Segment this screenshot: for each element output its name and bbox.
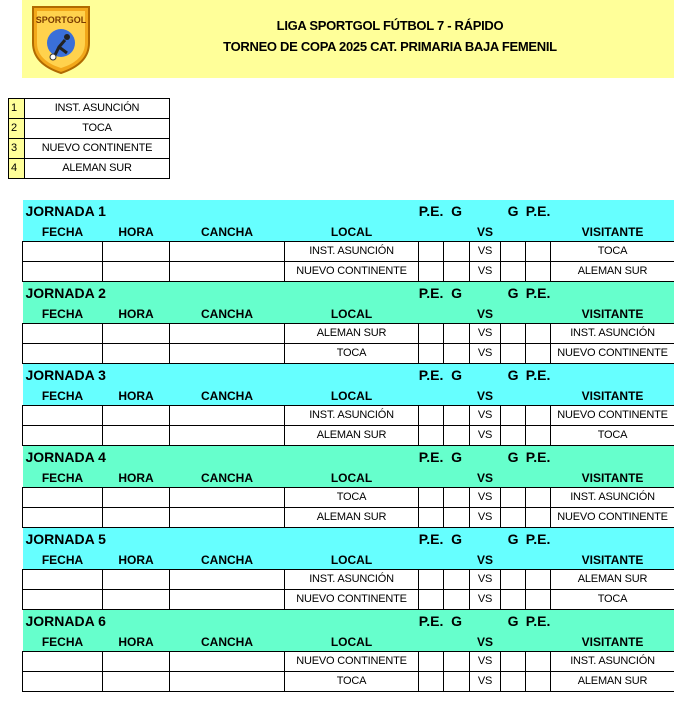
team-name: INST. ASUNCIÓN bbox=[25, 99, 170, 119]
match-row bbox=[23, 570, 674, 590]
pe-label: P.E. bbox=[419, 364, 444, 388]
visitante-header: VISITANTE bbox=[551, 551, 674, 570]
visitor-pe-cell[interactable] bbox=[526, 508, 551, 528]
cancha-cell[interactable] bbox=[170, 344, 285, 364]
visitor-pe-cell[interactable] bbox=[526, 242, 551, 262]
visitor-team: TOCA bbox=[551, 242, 674, 262]
team-name: NUEVO CONTINENTE bbox=[25, 139, 170, 159]
visitor-pe-cell[interactable] bbox=[526, 324, 551, 344]
vs-label: VS bbox=[470, 508, 501, 528]
hora-header: HORA bbox=[103, 633, 170, 652]
visitor-goals-cell[interactable] bbox=[501, 672, 526, 692]
fecha-cell[interactable] bbox=[23, 426, 103, 446]
sportgol-logo bbox=[27, 3, 95, 75]
vs-label: VS bbox=[470, 406, 501, 426]
pe-label: P.E. bbox=[526, 528, 551, 552]
hora-cell[interactable] bbox=[103, 324, 170, 344]
hora-cell[interactable] bbox=[103, 488, 170, 508]
cancha-header: CANCHA bbox=[170, 469, 285, 488]
visitor-goals-cell[interactable] bbox=[501, 426, 526, 446]
hora-cell[interactable] bbox=[103, 344, 170, 364]
pe-label: P.E. bbox=[419, 610, 444, 634]
local-team: INST. ASUNCIÓN bbox=[285, 242, 419, 262]
local-goals-cell[interactable] bbox=[444, 652, 470, 672]
local-header: LOCAL bbox=[285, 551, 419, 570]
column-header-row bbox=[23, 469, 674, 488]
local-header: LOCAL bbox=[285, 223, 419, 242]
jornada-title: JORNADA 3 bbox=[23, 364, 419, 388]
visitor-team: TOCA bbox=[551, 426, 674, 446]
team-number: 1 bbox=[9, 99, 25, 119]
visitor-goals-cell[interactable] bbox=[501, 406, 526, 426]
fecha-cell[interactable] bbox=[23, 590, 103, 610]
hora-cell[interactable] bbox=[103, 262, 170, 282]
visitor-team: INST. ASUNCIÓN bbox=[551, 488, 674, 508]
g-label: G bbox=[444, 282, 470, 306]
local-header: LOCAL bbox=[285, 305, 419, 324]
local-goals-cell[interactable] bbox=[444, 488, 470, 508]
visitor-pe-cell[interactable] bbox=[526, 672, 551, 692]
local-team: TOCA bbox=[285, 488, 419, 508]
jornada-header bbox=[23, 364, 674, 388]
jornada-title: JORNADA 1 bbox=[23, 200, 419, 223]
vs-header: VS bbox=[470, 305, 501, 324]
visitor-goals-cell[interactable] bbox=[501, 570, 526, 590]
cancha-header: CANCHA bbox=[170, 305, 285, 324]
match-row bbox=[23, 652, 674, 672]
match-row bbox=[23, 242, 674, 262]
local-pe-cell[interactable] bbox=[419, 590, 444, 610]
local-goals-cell[interactable] bbox=[444, 570, 470, 590]
local-team: TOCA bbox=[285, 344, 419, 364]
visitor-pe-cell[interactable] bbox=[526, 590, 551, 610]
visitor-pe-cell[interactable] bbox=[526, 262, 551, 282]
cancha-header: CANCHA bbox=[170, 551, 285, 570]
visitor-goals-cell[interactable] bbox=[501, 344, 526, 364]
visitante-header: VISITANTE bbox=[551, 469, 674, 488]
visitante-header: VISITANTE bbox=[551, 633, 674, 652]
fecha-cell[interactable] bbox=[23, 262, 103, 282]
local-team: ALEMAN SUR bbox=[285, 508, 419, 528]
visitor-pe-cell[interactable] bbox=[526, 652, 551, 672]
local-goals-cell[interactable] bbox=[444, 242, 470, 262]
fecha-cell[interactable] bbox=[23, 242, 103, 262]
g-label: G bbox=[444, 528, 470, 552]
fecha-header: FECHA bbox=[23, 469, 103, 488]
visitor-pe-cell[interactable] bbox=[526, 570, 551, 590]
hora-header: HORA bbox=[103, 469, 170, 488]
vs-label: VS bbox=[470, 262, 501, 282]
vs-label: VS bbox=[470, 652, 501, 672]
local-goals-cell[interactable] bbox=[444, 324, 470, 344]
team-number: 4 bbox=[9, 159, 25, 179]
jornada-title: JORNADA 2 bbox=[23, 282, 419, 306]
fecha-header: FECHA bbox=[23, 223, 103, 242]
local-goals-cell[interactable] bbox=[444, 344, 470, 364]
local-pe-cell[interactable] bbox=[419, 508, 444, 528]
g-label: G bbox=[444, 446, 470, 470]
column-header-row bbox=[23, 551, 674, 570]
jornada-header bbox=[23, 528, 674, 552]
visitor-team: ALEMAN SUR bbox=[551, 672, 674, 692]
jornada-title: JORNADA 4 bbox=[23, 446, 419, 470]
g-label: G bbox=[501, 446, 526, 470]
match-row bbox=[23, 324, 674, 344]
vs-header: VS bbox=[470, 551, 501, 570]
visitor-goals-cell[interactable] bbox=[501, 262, 526, 282]
local-pe-cell[interactable] bbox=[419, 570, 444, 590]
visitor-goals-cell[interactable] bbox=[501, 488, 526, 508]
hora-cell[interactable] bbox=[103, 406, 170, 426]
visitor-pe-cell[interactable] bbox=[526, 406, 551, 426]
local-pe-cell[interactable] bbox=[419, 652, 444, 672]
team-row bbox=[9, 139, 170, 159]
visitor-pe-cell[interactable] bbox=[526, 488, 551, 508]
visitor-team: NUEVO CONTINENTE bbox=[551, 406, 674, 426]
vs-header: VS bbox=[470, 223, 501, 242]
vs-label: VS bbox=[470, 672, 501, 692]
cancha-cell[interactable] bbox=[170, 590, 285, 610]
local-goals-cell[interactable] bbox=[444, 262, 470, 282]
team-row bbox=[9, 119, 170, 139]
g-label: G bbox=[444, 364, 470, 388]
fecha-header: FECHA bbox=[23, 551, 103, 570]
vs-label: VS bbox=[470, 324, 501, 344]
jornada-title: JORNADA 5 bbox=[23, 528, 419, 552]
visitor-pe-cell[interactable] bbox=[526, 426, 551, 446]
local-team: TOCA bbox=[285, 672, 419, 692]
local-goals-cell[interactable] bbox=[444, 590, 470, 610]
visitor-team: ALEMAN SUR bbox=[551, 262, 674, 282]
match-row bbox=[23, 590, 674, 610]
visitante-header: VISITANTE bbox=[551, 387, 674, 406]
fecha-cell[interactable] bbox=[23, 324, 103, 344]
vs-label: VS bbox=[470, 590, 501, 610]
local-team: INST. ASUNCIÓN bbox=[285, 406, 419, 426]
cancha-cell[interactable] bbox=[170, 242, 285, 262]
pe-label: P.E. bbox=[526, 610, 551, 634]
hora-cell[interactable] bbox=[103, 590, 170, 610]
cancha-cell[interactable] bbox=[170, 652, 285, 672]
vs-label: VS bbox=[470, 344, 501, 364]
pe-label: P.E. bbox=[419, 282, 444, 306]
visitor-goals-cell[interactable] bbox=[501, 590, 526, 610]
column-header-row bbox=[23, 387, 674, 406]
local-header: LOCAL bbox=[285, 387, 419, 406]
local-pe-cell[interactable] bbox=[419, 324, 444, 344]
local-pe-cell[interactable] bbox=[419, 672, 444, 692]
hora-header: HORA bbox=[103, 223, 170, 242]
fecha-cell[interactable] bbox=[23, 488, 103, 508]
team-row bbox=[9, 159, 170, 179]
jornada-header bbox=[23, 610, 674, 634]
cancha-cell[interactable] bbox=[170, 406, 285, 426]
local-team: NUEVO CONTINENTE bbox=[285, 262, 419, 282]
match-row bbox=[23, 488, 674, 508]
hora-cell[interactable] bbox=[103, 652, 170, 672]
cancha-cell[interactable] bbox=[170, 508, 285, 528]
cancha-cell[interactable] bbox=[170, 324, 285, 344]
pe-label: P.E. bbox=[526, 282, 551, 306]
match-row bbox=[23, 672, 674, 692]
hora-cell[interactable] bbox=[103, 672, 170, 692]
local-header: LOCAL bbox=[285, 633, 419, 652]
fecha-cell[interactable] bbox=[23, 672, 103, 692]
visitor-goals-cell[interactable] bbox=[501, 324, 526, 344]
teams-table bbox=[8, 98, 170, 179]
cancha-header: CANCHA bbox=[170, 223, 285, 242]
local-pe-cell[interactable] bbox=[419, 242, 444, 262]
hora-cell[interactable] bbox=[103, 242, 170, 262]
local-pe-cell[interactable] bbox=[419, 488, 444, 508]
jornada-title: JORNADA 6 bbox=[23, 610, 419, 634]
vs-label: VS bbox=[470, 426, 501, 446]
cancha-cell[interactable] bbox=[170, 672, 285, 692]
match-row bbox=[23, 426, 674, 446]
fecha-cell[interactable] bbox=[23, 406, 103, 426]
match-row bbox=[23, 508, 674, 528]
local-goals-cell[interactable] bbox=[444, 426, 470, 446]
column-header-row bbox=[23, 305, 674, 324]
cancha-cell[interactable] bbox=[170, 426, 285, 446]
team-row bbox=[9, 99, 170, 119]
match-row bbox=[23, 344, 674, 364]
team-name: ALEMAN SUR bbox=[25, 159, 170, 179]
schedule-table bbox=[22, 200, 674, 692]
fecha-header: FECHA bbox=[23, 305, 103, 324]
fecha-cell[interactable] bbox=[23, 570, 103, 590]
fecha-header: FECHA bbox=[23, 633, 103, 652]
g-label: G bbox=[501, 610, 526, 634]
visitor-team: ALEMAN SUR bbox=[551, 570, 674, 590]
local-goals-cell[interactable] bbox=[444, 508, 470, 528]
team-number: 2 bbox=[9, 119, 25, 139]
hora-header: HORA bbox=[103, 305, 170, 324]
team-name: TOCA bbox=[25, 119, 170, 139]
jornada-header bbox=[23, 282, 674, 306]
local-team: ALEMAN SUR bbox=[285, 426, 419, 446]
match-row bbox=[23, 406, 674, 426]
g-label: G bbox=[444, 200, 470, 223]
cancha-cell[interactable] bbox=[170, 570, 285, 590]
visitor-team: NUEVO CONTINENTE bbox=[551, 344, 674, 364]
hora-cell[interactable] bbox=[103, 570, 170, 590]
header-title-line2: TORNEO DE COPA 2025 CAT. PRIMARIA BAJA FEMENIL bbox=[223, 39, 557, 54]
fecha-header: FECHA bbox=[23, 387, 103, 406]
pe-label: P.E. bbox=[526, 364, 551, 388]
cancha-header: CANCHA bbox=[170, 387, 285, 406]
vs-header: VS bbox=[470, 387, 501, 406]
visitor-goals-cell[interactable] bbox=[501, 242, 526, 262]
hora-cell[interactable] bbox=[103, 426, 170, 446]
local-goals-cell[interactable] bbox=[444, 672, 470, 692]
jornada-header bbox=[23, 446, 674, 470]
visitor-goals-cell[interactable] bbox=[501, 508, 526, 528]
local-team: NUEVO CONTINENTE bbox=[285, 652, 419, 672]
visitante-header: VISITANTE bbox=[551, 223, 674, 242]
fecha-cell[interactable] bbox=[23, 508, 103, 528]
hora-cell[interactable] bbox=[103, 508, 170, 528]
vs-header: VS bbox=[470, 469, 501, 488]
pe-label: P.E. bbox=[419, 528, 444, 552]
team-number: 3 bbox=[9, 139, 25, 159]
vs-header: VS bbox=[470, 633, 501, 652]
match-row bbox=[23, 262, 674, 282]
fecha-cell[interactable] bbox=[23, 652, 103, 672]
local-header: LOCAL bbox=[285, 469, 419, 488]
local-pe-cell[interactable] bbox=[419, 426, 444, 446]
column-header-row bbox=[23, 223, 674, 242]
pe-label: P.E. bbox=[526, 200, 551, 223]
local-goals-cell[interactable] bbox=[444, 406, 470, 426]
local-pe-cell[interactable] bbox=[419, 262, 444, 282]
header-title-line1: LIGA SPORTGOL FÚTBOL 7 - RÁPIDO bbox=[276, 18, 504, 33]
jornada-header bbox=[23, 200, 674, 223]
visitor-team: INST. ASUNCIÓN bbox=[551, 652, 674, 672]
hora-header: HORA bbox=[103, 551, 170, 570]
pe-label: P.E. bbox=[419, 200, 444, 223]
visitor-goals-cell[interactable] bbox=[501, 652, 526, 672]
visitor-team: TOCA bbox=[551, 590, 674, 610]
g-label: G bbox=[444, 610, 470, 634]
g-label: G bbox=[501, 528, 526, 552]
visitor-team: NUEVO CONTINENTE bbox=[551, 508, 674, 528]
local-team: ALEMAN SUR bbox=[285, 324, 419, 344]
visitor-pe-cell[interactable] bbox=[526, 344, 551, 364]
fecha-cell[interactable] bbox=[23, 344, 103, 364]
visitor-team: INST. ASUNCIÓN bbox=[551, 324, 674, 344]
cancha-cell[interactable] bbox=[170, 262, 285, 282]
hora-header: HORA bbox=[103, 387, 170, 406]
visitante-header: VISITANTE bbox=[551, 305, 674, 324]
vs-label: VS bbox=[470, 488, 501, 508]
g-label: G bbox=[501, 282, 526, 306]
cancha-header: CANCHA bbox=[170, 633, 285, 652]
local-pe-cell[interactable] bbox=[419, 344, 444, 364]
cancha-cell[interactable] bbox=[170, 488, 285, 508]
column-header-row bbox=[23, 633, 674, 652]
pe-label: P.E. bbox=[526, 446, 551, 470]
vs-label: VS bbox=[470, 242, 501, 262]
local-pe-cell[interactable] bbox=[419, 406, 444, 426]
g-label: G bbox=[501, 200, 526, 223]
pe-label: P.E. bbox=[419, 446, 444, 470]
g-label: G bbox=[501, 364, 526, 388]
local-team: NUEVO CONTINENTE bbox=[285, 590, 419, 610]
local-team: INST. ASUNCIÓN bbox=[285, 570, 419, 590]
logo-text: SPORTGOL bbox=[35, 15, 87, 25]
vs-label: VS bbox=[470, 570, 501, 590]
